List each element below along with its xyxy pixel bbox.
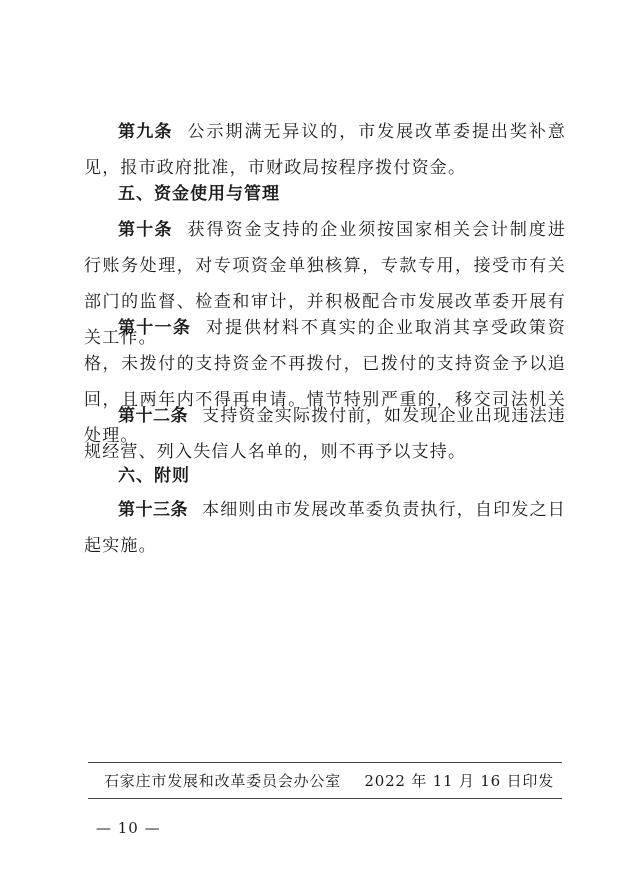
article-11-text: 对提供材料不真实的企业取消其享受政策资格，未拨付的支持资金不再拨付，已拨付的支持资金予以追回，且两年内不得再申请。情节特别严重的，移交司法机关处理。	[84, 318, 566, 446]
section-heading-funds-management: 五、资金使用与管理	[118, 184, 280, 204]
article-9-label: 第九条	[118, 122, 173, 142]
article-10-text: 获得资金支持的企业须按国家相关会计制度进行账务处理，对专项资金单独核算，专款专用，接受市有关部门的监督、检查和审计，并积极配合市发展改革委开展有关工作。	[84, 220, 567, 348]
section-heading-appendix: 六、附则	[118, 466, 190, 486]
article-13-text: 本细则由市发展改革委负责执行，自印发之日起实施。	[84, 500, 566, 556]
page-number: — 10 —	[96, 819, 161, 837]
issue-date: 2022 年 11 月 16 日印发	[364, 772, 554, 790]
article-13-label: 第十三条	[118, 500, 188, 520]
footer-top-rule	[88, 762, 562, 763]
article-11-label: 第十一条	[118, 318, 192, 338]
footer-bottom-rule	[88, 798, 562, 799]
issuer-name: 石家庄市发展和改革委员会办公室	[104, 772, 342, 790]
article-9-text: 公示期满无异议的，市发展改革委提出奖补意见，报市政府批准，市财政局按程序拨付资金。	[84, 122, 567, 178]
article-12-label: 第十二条	[118, 406, 188, 426]
article-10-label: 第十条	[118, 220, 173, 240]
issuance-footer	[104, 771, 554, 791]
article-13	[84, 492, 566, 564]
article-12-text: 支持资金实际拨付前，如发现企业出现违法违规经营、列入失信人名单的，则不再予以支持。	[84, 406, 566, 462]
